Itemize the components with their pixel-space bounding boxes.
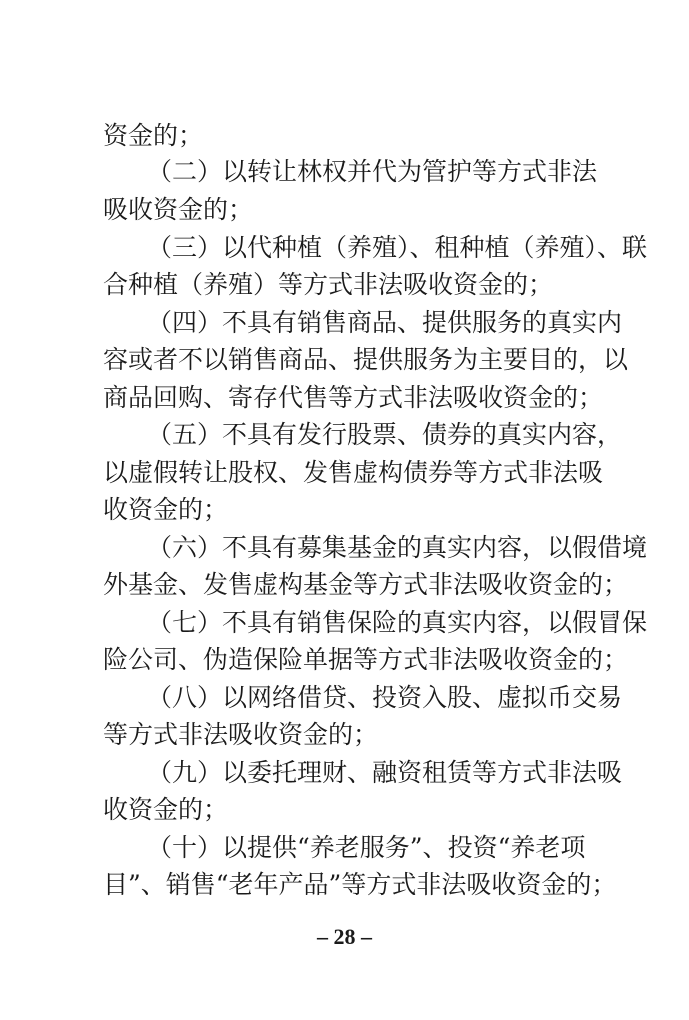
- text-line: 收资金的；: [103, 495, 229, 524]
- text-line: 以虚假转让股权、发售虚构债券等方式非法吸: [103, 458, 604, 487]
- text-line: 吸收资金的；: [103, 195, 254, 224]
- text-line: （七）不具有销售保险的真实内容，以假冒保: [147, 608, 648, 637]
- text-line: 目”、销售“老年产品”等方式非法吸收资金的；: [103, 870, 617, 899]
- text-line: （四）不具有销售商品、提供服务的真实内: [147, 308, 623, 337]
- text-line: 等方式非法吸收资金的；: [103, 720, 379, 749]
- text-line: 险公司、伪造保险单据等方式非法吸收资金的；: [103, 645, 629, 674]
- text-line: 合种植（养殖）等方式非法吸收资金的；: [103, 270, 554, 299]
- text-line: （十）以提供“养老服务”、投资“养老项: [147, 833, 586, 862]
- text-line: （六）不具有募集基金的真实内容，以假借境: [147, 533, 648, 562]
- text-line: （三）以代种植（养殖）、租种植（养殖）、联: [147, 233, 648, 262]
- page-number: – 28 –: [317, 924, 372, 949]
- text-line: 商品回购、寄存代售等方式非法吸收资金的；: [103, 383, 604, 412]
- text-line: 资金的；: [103, 121, 204, 150]
- text-line: （二）以转让林权并代为管护等方式非法: [147, 157, 598, 186]
- text-line: （八）以网络借贷、投资入股、虚拟币交易: [147, 683, 623, 712]
- text-line: 外基金、发售虚构基金等方式非法吸收资金的；: [103, 570, 629, 599]
- text-line: （五）不具有发行股票、债券的真实内容，: [147, 420, 623, 449]
- text-line: （九）以委托理财、融资租赁等方式非法吸: [147, 758, 623, 787]
- text-line: 收资金的；: [103, 795, 229, 824]
- text-line: 容或者不以销售商品、提供服务为主要目的，以: [103, 345, 629, 374]
